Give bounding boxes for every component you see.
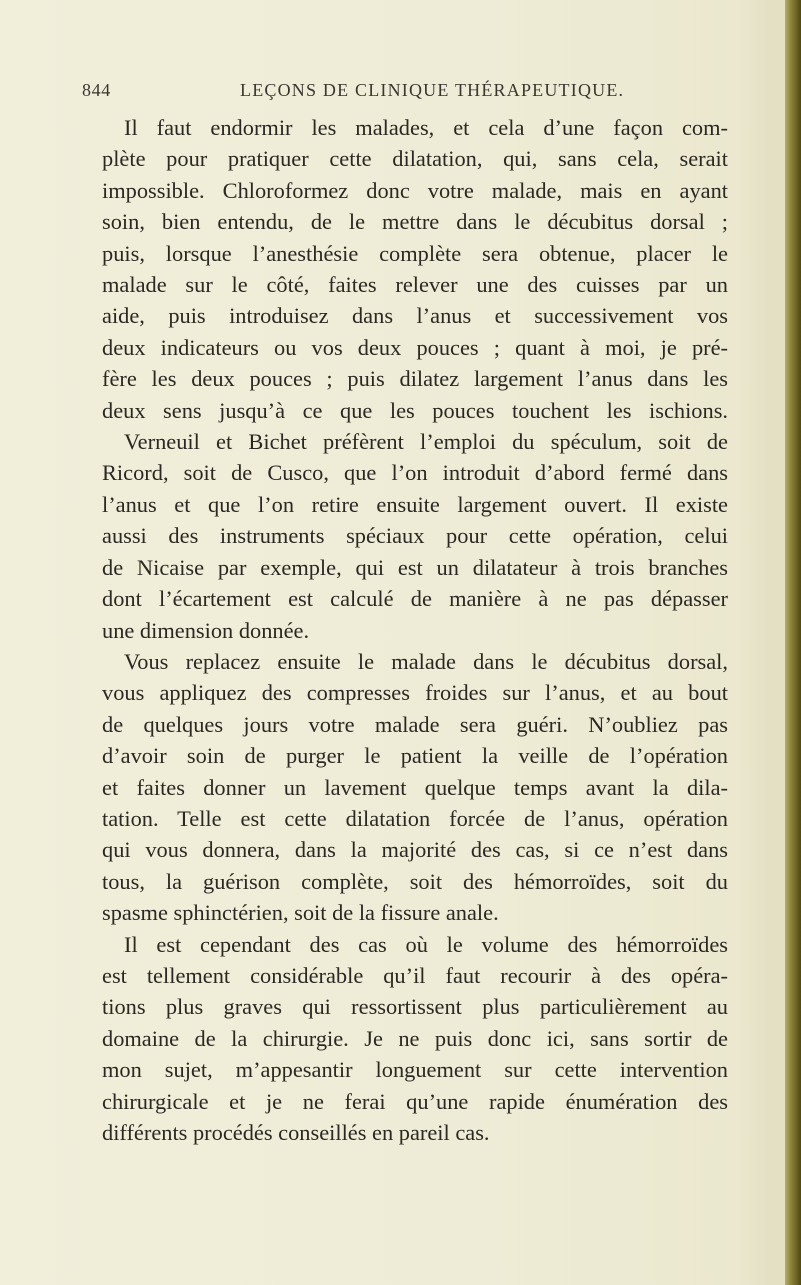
text-line: tation. Telle est cette dilatation forcée de l’anus, opération (102, 805, 728, 831)
running-title: LEÇONS DE CLINIQUE THÉRAPEUTIQUE. (240, 80, 625, 100)
text-line: spasme sphinctérien, soit de la fissure anale. (102, 900, 499, 926)
text-line: Verneuil et Bichet préfèrent l’emploi du spéculum, soit de (124, 429, 728, 455)
book-spine-edge (785, 0, 801, 1285)
body-text (102, 112, 728, 1148)
page-number: 844 (82, 80, 111, 100)
text-line: est tellement considérable qu’il faut recourir à des opéra- (102, 962, 728, 988)
text-line: aussi des instruments spéciaux pour cette opération, celui (102, 523, 728, 549)
text-line: impossible. Chloroformez donc votre malade, mais en ayant (102, 177, 728, 203)
text-line: vous appliquez des compresses froides sur l’anus, et au bout (102, 680, 728, 706)
text-line: chirurgicale et je ne ferai qu’une rapide énumération des (102, 1088, 728, 1114)
text-line: de quelques jours votre malade sera guéri. N’oubliez pas (102, 711, 728, 737)
text-line: tous, la guérison complète, soit des hémorroïdes, soit du (102, 868, 728, 894)
text-line: aide, puis introduisez dans l’anus et successivement vos (102, 303, 728, 329)
text-line: l’anus et que l’on retire ensuite largement ouvert. Il existe (102, 491, 728, 517)
text-line: fère les deux pouces ; puis dilatez largement l’anus dans les (102, 366, 728, 392)
text-line: différents procédés conseillés en pareil cas. (102, 1120, 490, 1145)
text-line: dont l’écartement est calculé de manière à ne pas dépasser (102, 586, 728, 612)
text-line: deux indicateurs ou vos deux pouces ; quant à moi, je pré- (102, 334, 728, 360)
text-line: tions plus graves qui ressortissent plus particulièrement au (102, 994, 728, 1020)
text-line: d’avoir soin de purger le patient la veille de l’opération (102, 743, 728, 769)
text-line: soin, bien entendu, de le mettre dans le décubitus dorsal ; (102, 209, 728, 235)
text-line: domaine de la chirurgie. Je ne puis donc ici, sans sortir de (102, 1025, 728, 1051)
text-line: plète pour pratiquer cette dilatation, qui, sans cela, serait (102, 146, 728, 172)
text-line: malade sur le côté, faites relever une des cuisses par un (102, 272, 728, 298)
text-line: mon sujet, m’appesantir longuement sur cette intervention (102, 1057, 728, 1083)
text-line: de Nicaise par exemple, qui est un dilatateur à trois branches (102, 554, 728, 580)
text-line: Il est cependant des cas où le volume des hémorroïdes (124, 931, 728, 957)
text-line: qui vous donnera, dans la majorité des cas, si ce n’est dans (102, 837, 728, 863)
text-line: une dimension donnée. (102, 617, 310, 643)
text-line: Ricord, soit de Cusco, que l’on introduit d’abord fermé dans (102, 460, 728, 486)
text-line: Vous replacez ensuite le malade dans le décubitus dorsal, (124, 648, 728, 674)
page-header (82, 80, 732, 106)
text-line: puis, lorsque l’anesthésie complète sera obtenue, placer le (102, 240, 728, 266)
text-line: Il faut endormir les malades, et cela d’une façon com- (124, 115, 728, 140)
text-line: et faites donner un lavement quelque temps avant la dila- (102, 774, 728, 800)
text-line: deux sens jusqu’à ce que les pouces touchent les ischions. (102, 397, 728, 423)
